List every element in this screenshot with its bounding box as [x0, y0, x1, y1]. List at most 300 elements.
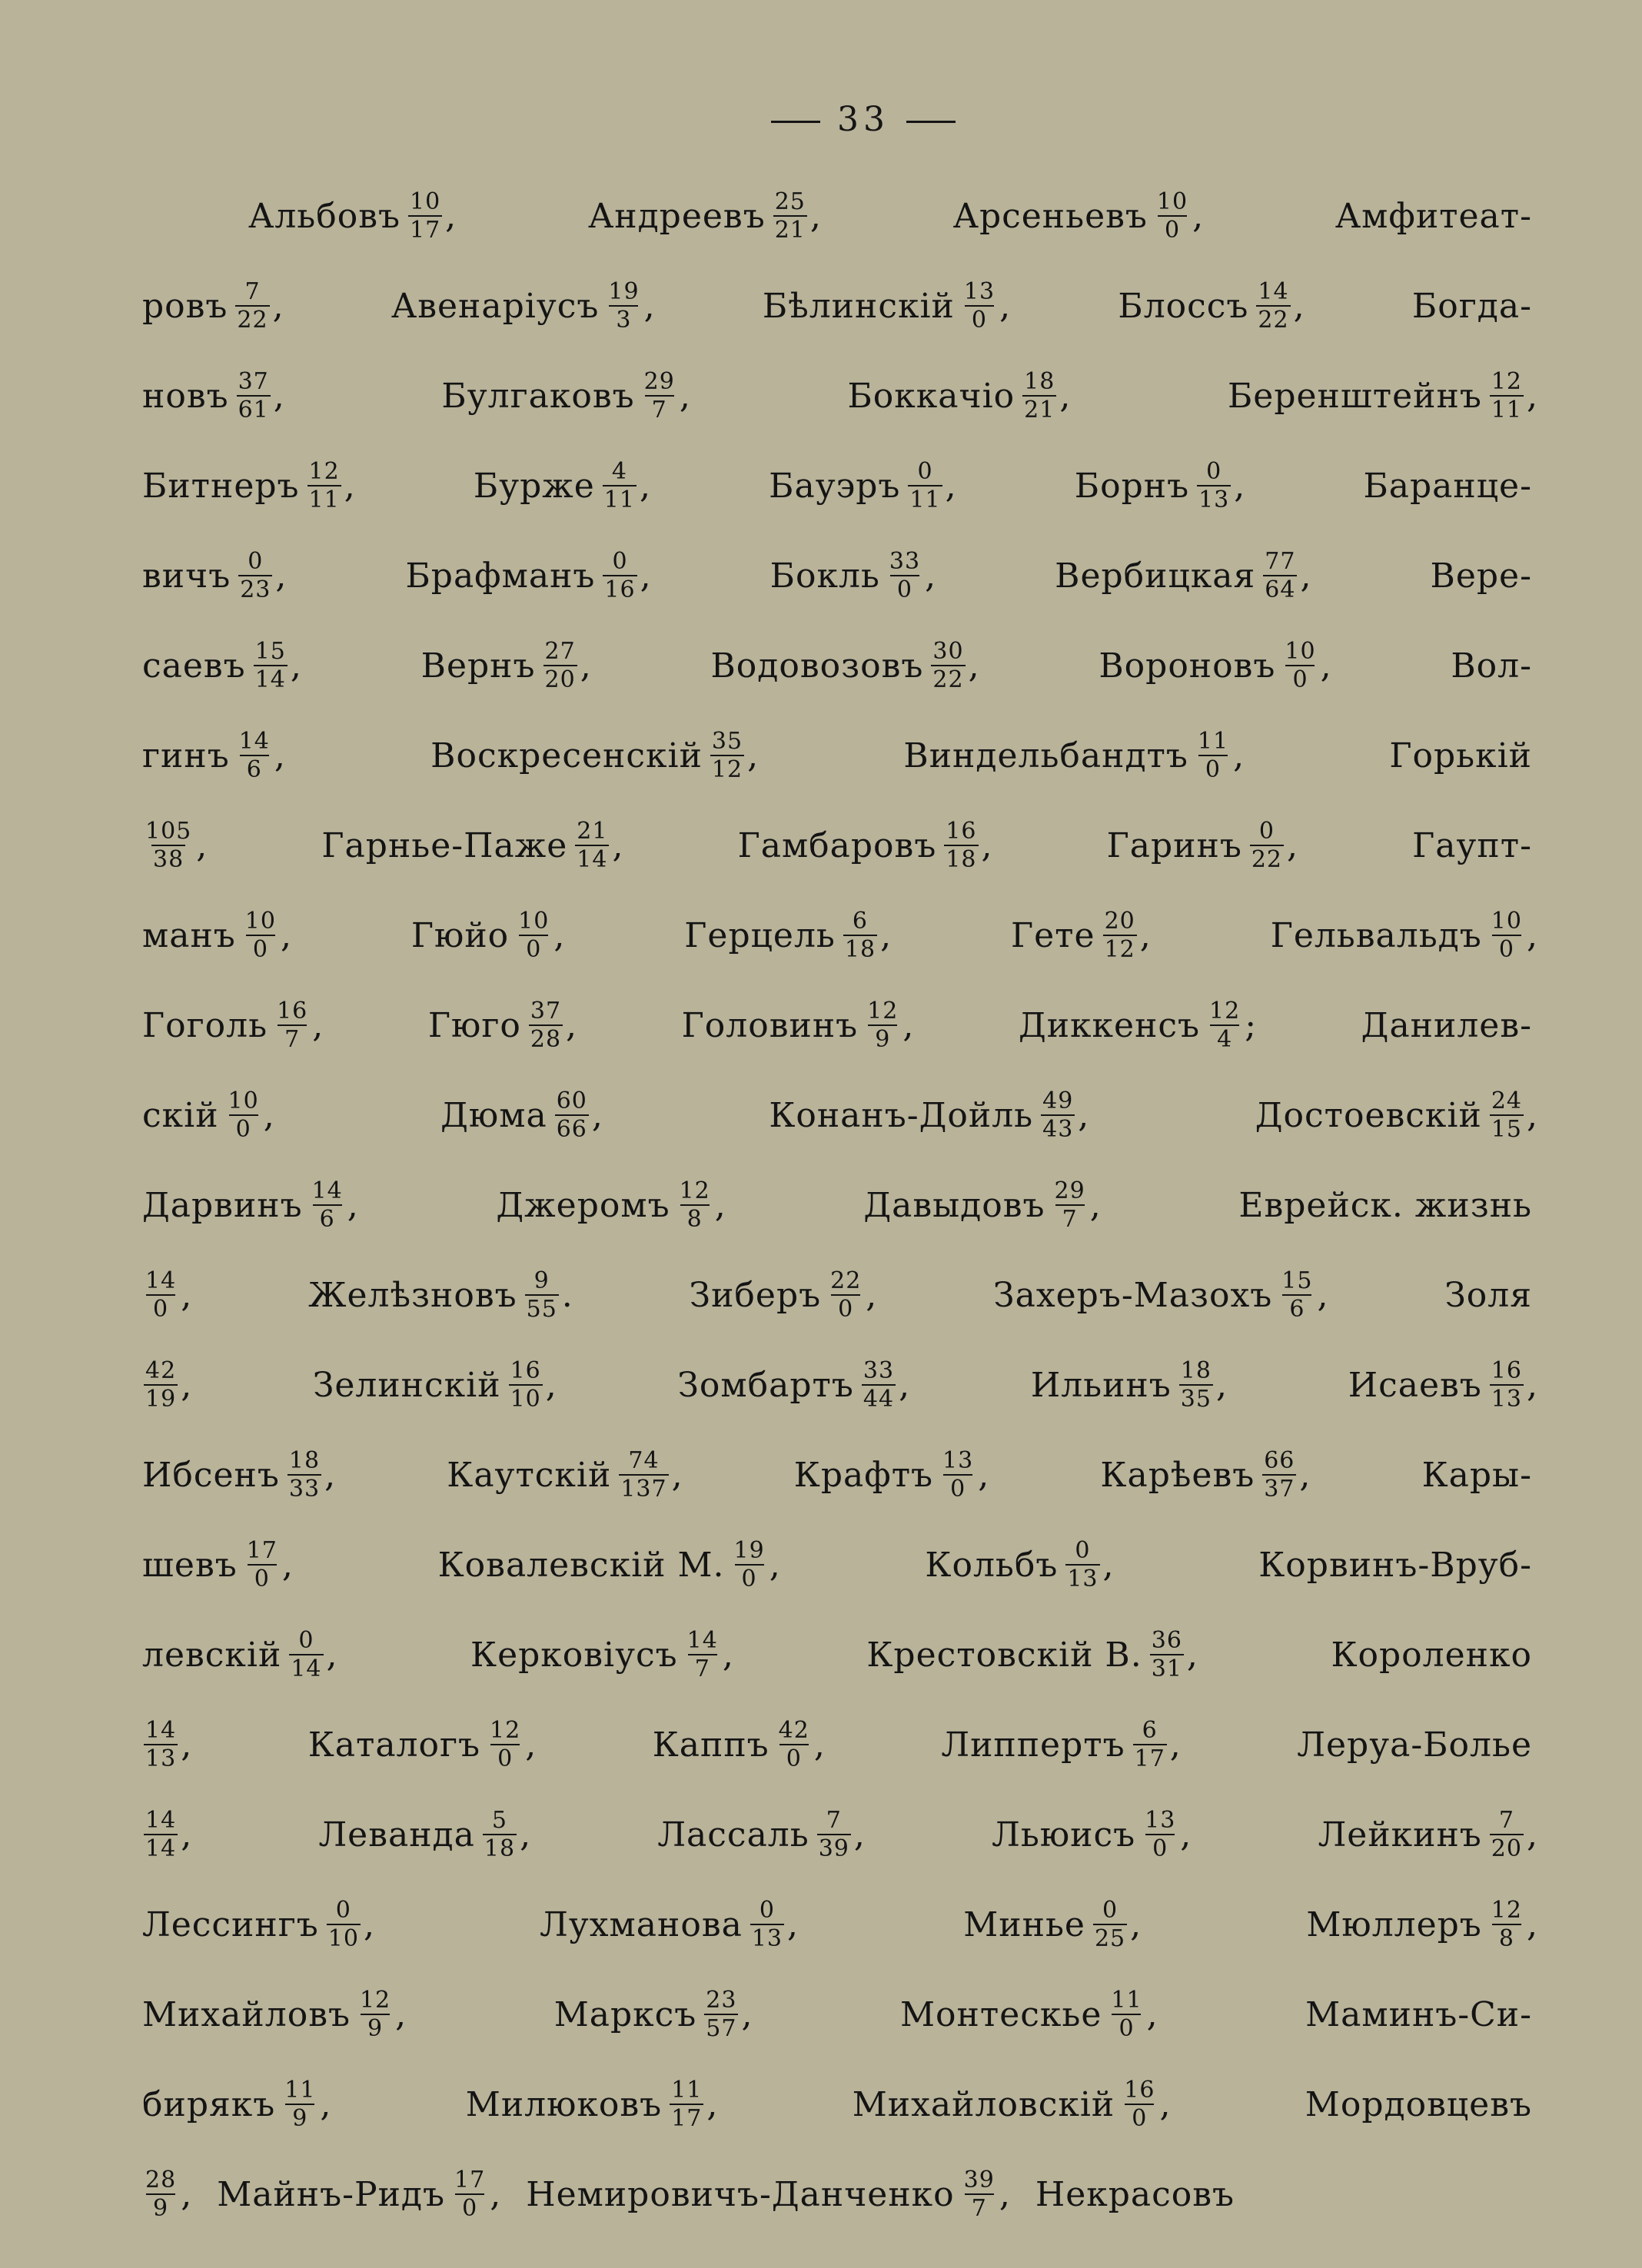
fraction-numerator: 39 — [963, 2167, 995, 2193]
text-line — [142, 1520, 1538, 1610]
text-line — [142, 711, 1538, 801]
count-fraction — [1283, 640, 1317, 692]
separator: , — [968, 646, 980, 686]
fraction-denominator: 43 — [1042, 1116, 1074, 1143]
fraction-denominator: 18 — [484, 1835, 516, 1862]
count-fraction — [237, 370, 271, 422]
fraction-denominator: 64 — [1265, 576, 1296, 603]
author-name: Виндельбандтъ — [903, 736, 1188, 775]
count-fraction — [1143, 1809, 1177, 1861]
fraction-denominator: 0 — [735, 1564, 764, 1591]
count-fraction — [643, 370, 676, 422]
author-name: Леруа-Болье — [1297, 1725, 1532, 1765]
count-fraction — [931, 640, 965, 692]
separator: , — [1287, 826, 1299, 865]
separator: , — [671, 1456, 683, 1495]
fraction-numerator: 74 — [628, 1447, 660, 1474]
separator: , — [1527, 1096, 1538, 1135]
author-name: Гарнье-Паже — [321, 826, 568, 865]
count-fraction — [866, 1000, 899, 1051]
count-fraction — [238, 550, 272, 602]
fraction-numerator: 15 — [254, 638, 286, 665]
fraction-denominator: 18 — [946, 846, 977, 873]
count-fraction — [144, 820, 193, 872]
separator: , — [1169, 1725, 1182, 1765]
separator: , — [290, 646, 302, 686]
fraction-denominator: 55 — [526, 1296, 557, 1323]
text-line — [142, 1610, 1538, 1700]
fraction-numerator: 11 — [1111, 1987, 1142, 2014]
author-name: Давыдовъ — [863, 1186, 1045, 1225]
count-fraction — [245, 1539, 279, 1591]
fraction-numerator: 17 — [454, 2167, 486, 2193]
author-name: Конанъ-Дойль — [769, 1096, 1034, 1135]
index-entry — [1318, 1809, 1538, 1861]
index-entry — [900, 1989, 1158, 2041]
index-entry — [863, 1177, 1102, 1233]
count-fraction — [289, 1629, 323, 1681]
fraction-denominator: 17 — [1134, 1745, 1165, 1772]
fraction-numerator: 13 — [1145, 1807, 1176, 1834]
text-line — [142, 801, 1538, 891]
index-entry — [142, 1629, 338, 1681]
fraction-denominator: 13 — [751, 1925, 783, 1952]
author-name: Некрасовъ — [1035, 2175, 1235, 2214]
fraction-denominator: 0 — [1145, 1834, 1175, 1861]
fraction-denominator: 10 — [510, 1386, 541, 1413]
author-name: Арсеньевъ — [952, 197, 1148, 236]
author-name: Бауэръ — [769, 467, 901, 506]
separator: , — [1186, 1635, 1198, 1675]
separator: , — [1526, 1815, 1538, 1855]
fraction-denominator: 17 — [409, 217, 441, 244]
text-line — [142, 441, 1538, 531]
separator: , — [1299, 1456, 1311, 1495]
author-name: Короленко — [1331, 1635, 1532, 1675]
text-line — [142, 1700, 1538, 1790]
separator: , — [181, 1815, 193, 1855]
fraction-numerator: 10 — [409, 188, 441, 215]
author-name: Лессингъ — [142, 1905, 319, 1944]
fraction-denominator: 31 — [1151, 1655, 1182, 1682]
separator: ; — [1245, 1006, 1258, 1045]
index-entry — [1306, 1899, 1538, 1951]
separator: , — [490, 2175, 502, 2214]
fraction-numerator: 14 — [686, 1627, 718, 1654]
count-fraction — [710, 730, 744, 782]
separator: , — [545, 1366, 557, 1405]
fraction-numerator: 10 — [228, 1088, 259, 1114]
fraction-denominator: 38 — [153, 846, 184, 873]
index-entry — [142, 1357, 193, 1413]
fraction-numerator: 0 — [1258, 818, 1275, 845]
fraction-denominator: 0 — [1112, 2014, 1141, 2041]
fraction-numerator: 36 — [1151, 1627, 1182, 1654]
author-name: Маминъ-Си- — [1305, 1995, 1532, 2034]
fraction-numerator: 0 — [1102, 1897, 1118, 1924]
fraction-numerator: 12 — [679, 1177, 710, 1204]
count-fraction — [944, 820, 978, 872]
author-name: Золя — [1444, 1276, 1532, 1315]
index-entry — [1412, 826, 1538, 865]
count-fraction — [607, 278, 640, 334]
count-fraction — [575, 820, 609, 872]
fraction-denominator: 9 — [361, 2014, 390, 2041]
fraction-numerator: 11 — [1197, 728, 1229, 755]
index-entry — [142, 1177, 359, 1233]
count-fraction — [227, 1090, 261, 1141]
separator: , — [813, 1725, 826, 1765]
text-line — [142, 981, 1538, 1071]
fraction-numerator: 0 — [759, 1897, 775, 1924]
separator: , — [1059, 377, 1072, 416]
author-name: вичъ — [142, 556, 231, 596]
separator: , — [363, 1905, 375, 1944]
index-entry — [1361, 1006, 1538, 1045]
author-name: Леванда — [318, 1815, 475, 1855]
separator: , — [1078, 1096, 1090, 1135]
index-entry — [142, 820, 208, 872]
text-line — [142, 531, 1538, 621]
author-name: Боккачіо — [847, 377, 1015, 416]
author-name: Гоголь — [142, 1006, 268, 1045]
author-name: Корвинъ-Вруб- — [1258, 1546, 1532, 1585]
separator: , — [445, 197, 457, 236]
author-name: Захеръ-Мазохъ — [993, 1276, 1273, 1315]
count-fraction — [144, 1809, 178, 1861]
separator: , — [1130, 1905, 1142, 1944]
count-fraction — [1022, 370, 1056, 422]
page-number — [188, 0, 1538, 139]
fraction-denominator: 13 — [1198, 486, 1230, 513]
count-fraction — [619, 1449, 668, 1501]
fraction-denominator: 14 — [291, 1655, 322, 1682]
count-fraction — [603, 460, 637, 512]
fraction-denominator: 33 — [288, 1476, 321, 1503]
index-entry — [142, 1809, 192, 1861]
text-line — [142, 1880, 1538, 1970]
separator: , — [787, 1905, 799, 1944]
index-entry — [447, 1449, 683, 1501]
author-name: Авенаріусъ — [391, 287, 600, 326]
fraction-numerator: 35 — [711, 728, 743, 755]
author-name: ровъ — [142, 287, 228, 326]
fraction-numerator: 25 — [774, 188, 806, 215]
count-fraction — [307, 460, 341, 512]
author-name: Кольбъ — [925, 1546, 1059, 1585]
count-fraction — [288, 1449, 321, 1501]
index-entry — [142, 1989, 407, 2041]
count-fraction — [941, 1449, 975, 1501]
author-name: Ковалевскій М. — [437, 1546, 725, 1585]
index-entry — [1107, 820, 1298, 872]
separator: , — [274, 736, 286, 775]
index-entry — [684, 910, 892, 961]
count-fraction — [525, 1267, 559, 1323]
separator: , — [925, 556, 937, 596]
author-name: Вербицкая — [1055, 556, 1256, 596]
separator: , — [275, 556, 288, 596]
author-name: Гюго — [427, 1006, 521, 1045]
fraction-denominator: 0 — [246, 935, 275, 961]
fraction-numerator: 33 — [889, 548, 921, 575]
separator: , — [196, 826, 208, 865]
separator: , — [1526, 1366, 1538, 1405]
count-fraction — [358, 1989, 392, 2041]
index-entry — [762, 278, 1012, 334]
fraction-denominator: 137 — [620, 1476, 667, 1503]
count-fraction — [1093, 1899, 1127, 1951]
author-name: Крафтъ — [793, 1456, 934, 1495]
fraction-denominator: 8 — [1492, 1924, 1521, 1951]
index-entry — [903, 730, 1245, 782]
text-line — [142, 1071, 1538, 1161]
fraction-numerator: 11 — [284, 2077, 316, 2104]
fraction-denominator: 61 — [238, 397, 269, 423]
separator: , — [553, 916, 566, 955]
separator: , — [866, 1276, 878, 1315]
fraction-numerator: 105 — [145, 818, 192, 845]
fraction-numerator: 7 — [244, 278, 261, 305]
fraction-numerator: 22 — [830, 1267, 862, 1294]
fraction-numerator: 16 — [946, 818, 977, 845]
index-entry — [770, 550, 936, 602]
separator: , — [1192, 197, 1205, 236]
fraction-denominator: 19 — [145, 1386, 177, 1413]
count-fraction — [144, 1357, 178, 1413]
separator: , — [324, 1456, 337, 1495]
count-fraction — [888, 550, 922, 602]
fraction-denominator: 7 — [278, 1024, 307, 1051]
author-name: Липпертъ — [941, 1725, 1125, 1765]
text-line — [142, 1790, 1538, 1880]
separator: , — [525, 1725, 537, 1765]
count-fraction — [238, 730, 271, 782]
text-line — [142, 621, 1538, 711]
fraction-denominator: 0 — [1125, 2104, 1154, 2130]
fraction-numerator: 16 — [1124, 2077, 1155, 2104]
count-fraction — [453, 2169, 487, 2220]
index-entry — [440, 1090, 603, 1141]
index-entry — [657, 1809, 866, 1861]
fraction-denominator: 13 — [145, 1745, 177, 1772]
separator: , — [181, 2175, 193, 2214]
index-entry — [1238, 1186, 1538, 1225]
author-name: Беренштейнъ — [1227, 377, 1482, 416]
count-fraction — [750, 1899, 784, 1951]
fraction-denominator: 10 — [327, 1925, 359, 1952]
count-fraction — [777, 1719, 811, 1771]
fraction-numerator: 9 — [533, 1267, 550, 1294]
count-fraction — [1263, 550, 1297, 602]
author-name: Гельвальдъ — [1270, 916, 1482, 955]
index-entry — [1412, 287, 1538, 326]
fraction-numerator: 27 — [544, 638, 576, 665]
fraction-numerator: 10 — [1156, 188, 1188, 215]
count-fraction — [488, 1719, 522, 1771]
author-name: Гамбаровъ — [737, 826, 937, 865]
index-entry — [587, 188, 822, 244]
separator: , — [344, 467, 356, 506]
count-fraction — [1065, 1539, 1099, 1591]
index-entry — [1335, 197, 1538, 236]
index-entry — [1331, 1635, 1538, 1675]
index-entry — [992, 1809, 1192, 1861]
index-entry — [769, 460, 956, 512]
fraction-denominator: 12 — [1104, 936, 1135, 963]
fraction-numerator: 12 — [490, 1717, 521, 1744]
separator: , — [679, 377, 691, 416]
index-entry — [540, 1899, 799, 1951]
separator: , — [722, 1635, 734, 1675]
index-entry — [142, 1899, 375, 1951]
index-entry — [1422, 1456, 1538, 1495]
author-name: Мюллеръ — [1306, 1905, 1482, 1944]
index-entry — [248, 188, 457, 244]
fraction-denominator: 7 — [645, 395, 674, 422]
author-name: Гаринъ — [1106, 826, 1242, 865]
fraction-numerator: 4 — [611, 458, 627, 485]
author-name: Битнеръ — [142, 467, 300, 506]
text-line — [142, 261, 1538, 351]
fraction-denominator: 13 — [1067, 1566, 1099, 1592]
fraction-denominator: 20 — [544, 666, 576, 693]
separator: , — [1526, 1905, 1538, 1944]
fraction-numerator: 37 — [238, 368, 269, 395]
index-entry — [710, 640, 979, 692]
count-fraction — [555, 1090, 589, 1141]
index-entry — [554, 1989, 753, 2041]
author-name: Каутскій — [447, 1456, 612, 1495]
fraction-numerator: 37 — [530, 998, 562, 1024]
separator: , — [714, 1186, 726, 1225]
author-name: Достоевскій — [1255, 1096, 1482, 1135]
fraction-denominator: 11 — [909, 486, 941, 513]
text-line — [142, 1340, 1538, 1430]
fraction-numerator: 12 — [867, 998, 899, 1024]
author-name: Альбовъ — [248, 197, 401, 236]
fraction-numerator: 12 — [1209, 998, 1241, 1024]
index-entry — [1075, 460, 1246, 512]
author-name: Карѣевъ — [1100, 1456, 1255, 1495]
fraction-numerator: 0 — [917, 458, 933, 485]
count-fraction — [843, 910, 877, 961]
fraction-numerator: 42 — [778, 1717, 809, 1744]
separator: , — [1526, 916, 1538, 955]
index-entry — [142, 1719, 192, 1771]
count-fraction — [1155, 188, 1189, 244]
separator: , — [999, 287, 1012, 326]
fraction-denominator: 6 — [240, 755, 269, 782]
fraction-numerator: 16 — [1491, 1357, 1522, 1384]
count-fraction — [1150, 1629, 1184, 1681]
fraction-numerator: 0 — [335, 1897, 351, 1924]
separator: , — [899, 1366, 911, 1405]
count-fraction — [311, 1177, 344, 1233]
count-fraction — [1197, 460, 1231, 512]
fraction-numerator: 0 — [612, 548, 628, 575]
fraction-denominator: 9 — [285, 2104, 314, 2130]
index-entry — [430, 730, 759, 782]
separator: , — [747, 736, 760, 775]
fraction-numerator: 24 — [1491, 1088, 1522, 1114]
separator: , — [1180, 1815, 1192, 1855]
fraction-numerator: 10 — [1491, 908, 1522, 935]
count-fraction — [1053, 1177, 1087, 1233]
index-entry — [866, 1629, 1198, 1681]
author-name: Дарвинъ — [142, 1186, 303, 1225]
separator: , — [981, 826, 993, 865]
count-fraction — [1490, 1899, 1524, 1951]
separator: , — [181, 1725, 193, 1765]
fraction-denominator: 11 — [603, 486, 635, 513]
count-fraction — [1490, 1809, 1524, 1861]
count-fraction — [1280, 1267, 1314, 1323]
separator: , — [1089, 1186, 1102, 1225]
fraction-numerator: 14 — [145, 1267, 177, 1294]
fraction-denominator: 11 — [308, 486, 340, 513]
fraction-numerator: 12 — [1491, 368, 1522, 395]
index-entry — [738, 820, 993, 872]
count-fraction — [1490, 370, 1524, 422]
separator: . — [561, 1276, 573, 1315]
separator: , — [741, 1995, 753, 2034]
author-name: Льюисъ — [992, 1815, 1136, 1855]
author-name: Борнъ — [1074, 467, 1190, 506]
author-name: Бокль — [769, 556, 880, 596]
fraction-numerator: 33 — [863, 1357, 895, 1384]
fraction-numerator: 77 — [1265, 548, 1296, 575]
fraction-denominator: 13 — [1491, 1386, 1522, 1413]
index-entry — [1118, 278, 1305, 334]
fraction-numerator: 66 — [1264, 1447, 1295, 1474]
author-name: Ибсенъ — [142, 1456, 280, 1495]
count-fraction — [1490, 1357, 1524, 1413]
fraction-numerator: 0 — [248, 548, 264, 575]
fraction-denominator: 16 — [604, 576, 636, 603]
count-fraction — [1122, 2079, 1156, 2130]
separator: , — [1527, 377, 1538, 416]
count-fraction — [275, 1000, 309, 1051]
separator: , — [263, 1096, 275, 1135]
separator: , — [639, 467, 651, 506]
fraction-numerator: 0 — [1206, 458, 1222, 485]
separator: , — [1139, 916, 1152, 955]
fraction-denominator: 22 — [237, 307, 268, 334]
fraction-numerator: 0 — [1075, 1537, 1091, 1564]
separator: , — [1293, 287, 1305, 326]
index-entry — [794, 1449, 989, 1501]
index-entry — [677, 1357, 911, 1413]
fraction-denominator: 0 — [490, 1744, 520, 1771]
index-entry — [1011, 910, 1152, 961]
separator: , — [612, 826, 624, 865]
separator: , — [395, 1995, 407, 2034]
index-entry — [142, 1267, 193, 1323]
author-name: Диккенсъ — [1018, 1006, 1201, 1045]
fraction-denominator: 21 — [774, 217, 806, 244]
separator: , — [1317, 1276, 1329, 1315]
author-name: Милюковъ — [465, 2085, 663, 2124]
fraction-numerator: 7 — [826, 1807, 842, 1834]
fraction-numerator: 14 — [145, 1717, 177, 1744]
count-fraction — [817, 1809, 851, 1861]
fraction-denominator: 0 — [965, 305, 994, 332]
fraction-numerator: 16 — [277, 998, 308, 1024]
fraction-numerator: 60 — [556, 1088, 587, 1114]
fraction-denominator: 7 — [1055, 1204, 1085, 1231]
fraction-numerator: 10 — [244, 908, 276, 935]
